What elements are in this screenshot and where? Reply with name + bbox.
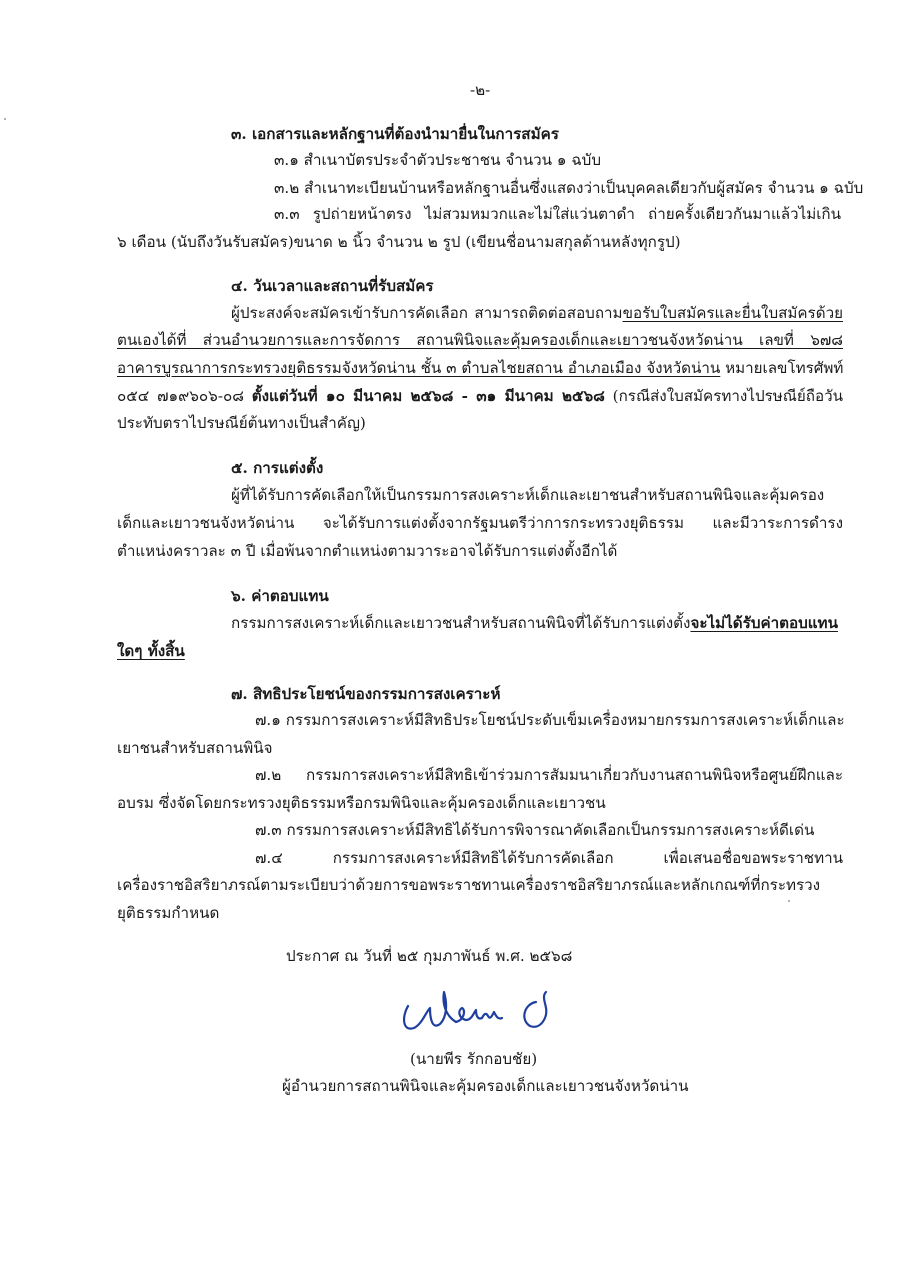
scan-speck [788, 900, 790, 902]
section-4-line-1-text: ผู้ประสงค์จะสมัครเข้ารับการคัดเลือก สามารถติดต่อสอบถาม [231, 304, 623, 322]
section-7-item-4-line-3: ยุติธรรมกำหนด [117, 904, 220, 922]
section-6-line-2: ใดๆ ทั้งสิ้น [117, 642, 185, 660]
signer-title: ผู้อำนวยการสถานพินิจและคุ้มครองเด็กและเยาวชนจังหวัดน่าน [282, 1077, 689, 1095]
section-3-item-1: ๓.๑ สำเนาบัตรประจำตัวประชาชน จำนวน ๑ ฉบับ [274, 151, 601, 169]
signer-name: (นายพีร รักกอบชัย) [410, 1050, 538, 1068]
section-3-item-3-line-1: ๓.๓ รูปถ่ายหน้าตรง ไม่สวมหมวกและไม่ใส่แว่นตาดำ ถ่ายครั้งเดียวกันมาแล้วไม่เกิน [274, 205, 841, 223]
section-7-item-1-line-2: เยาชนสำหรับสถานพินิจ [117, 739, 273, 757]
section-5-line-3: ตำแหน่งคราวละ ๓ ปี เมื่อพ้นจากตำแหน่งตามวาระอาจได้รับการแต่งตั้งอีกได้ [117, 542, 618, 560]
section-4-phone: ๐๕๔ ๗๑๙๖๐๖-๐๘ [117, 387, 252, 405]
section-4-line-3-text: หมายเลขโทรศัพท์ [720, 359, 844, 377]
section-4-line-3-underlined: อาคารบูรณาการกระทรวงยุติธรรมจังหวัดน่าน ชั้น ๓ ตำบลไชยสถาน อำเภอเมือง จังหวัดน่าน [117, 359, 721, 377]
section-3-item-2: ๓.๒ สำเนาทะเบียนบ้านหรือหลักฐานอื่นซึ่งแสดงว่าเป็นบุคคลเดียวกับผู้สมัคร จำนวน ๑ ฉบับ [274, 179, 864, 197]
section-7-item-2-line-2: อบรม ซึ่งจัดโดยกระทรวงยุติธรรมหรือกรมพินิจและคุ้มครองเด็กและเยาวชน [117, 794, 606, 812]
section-4-line-4 [117, 385, 843, 407]
signature-image [396, 986, 571, 1042]
section-3-title: ๓. เอกสารและหลักฐานที่ต้องนำมายื่นในการสมัคร [231, 125, 559, 143]
section-4-line-5: ประทับตราไปรษณีย์ต้นทางเป็นสำคัญ) [117, 414, 366, 432]
section-5-line-1: ผู้ที่ได้รับการคัดเลือกให้เป็นกรรมการสงเคราะห์เด็กและเยาชนสำหรับสถานพินิจและคุ้มครอง [231, 486, 825, 504]
scan-speck [4, 118, 6, 120]
section-6-line-1 [231, 612, 843, 634]
section-6-title: ๖. ค่าตอบแทน [231, 587, 329, 605]
section-7-item-3: ๗.๓ กรรมการสงเคราะห์มีสิทธิได้รับการพิจารณาคัดเลือกเป็นกรรมการสงเคราะห์ดีเด่น [255, 821, 815, 839]
section-7-item-2-line-1: ๗.๒ กรรมการสงเคราะห์มีสิทธิเข้าร่วมการสัมมนาเกี่ยวกับงานสถานพินิจหรือศูนย์ฝึกและ [255, 766, 843, 784]
section-4-line-1 [231, 302, 843, 324]
section-4-line-1-underlined: ขอรับใบสมัครและยื่นใบสมัครด้วย [622, 304, 843, 322]
section-5-line-2: เด็กและเยาวชนจังหวัดน่าน จะได้รับการแต่งตั้งจากรัฐมนตรีว่าการกระทรวงยุติธรรม และมีวาระการดำรง [117, 514, 843, 532]
section-4-dates: ตั้งแต่วันที่ ๑๐ มีนาคม ๒๕๖๘ - ๓๑ มีนาคม ๒๕๖๘ [251, 387, 605, 405]
section-4-line-3 [117, 357, 843, 379]
section-7-item-4-line-2: เครื่องราชอิสริยาภรณ์ตามระเบียบว่าด้วยการขอพระราชทานเครื่องราชอิสริยาภรณ์และหลักเกณฑ์ที่กระทรวง [117, 876, 821, 894]
page-number: -๒- [470, 81, 491, 99]
section-7-item-1-line-1: ๗.๑ กรรมการสงเคราะห์มีสิทธิประโยชน์ประดับเข็มเครื่องหมายกรรมการสงเคราะห์เด็กและ [255, 711, 845, 729]
section-6-line-1-text: กรรมการสงเคราะห์เด็กและเยาวชนสำหรับสถานพินิจที่ได้รับการแต่งตั้ง [231, 614, 691, 632]
section-3-item-3-line-2: ๖ เดือน (นับถึงวันรับสมัคร)ขนาด ๒ นิ้ว จำนวน ๒ รูป (เขียนชื่อนามสกุลด้านหลังทุกรูป) [117, 233, 681, 251]
section-4-line-2: ตนเองได้ที่ ส่วนอำนวยการและการจัดการ สถานพินิจและคุ้มครองเด็กและเยาวชนจังหวัดน่าน เลขที่ ๖๗๘ [117, 331, 843, 349]
section-6-line-1-emphasis: จะไม่ได้รับค่าตอบแทน [690, 614, 838, 632]
section-5-title: ๕. การแต่งตั้ง [231, 459, 324, 477]
section-4-title: ๔. วันเวลาและสถานที่รับสมัคร [231, 277, 434, 295]
section-7-title: ๗. สิทธิประโยชน์ของกรรมการสงเคราะห์ [231, 685, 501, 703]
section-4-line-4-text: (กรณีส่งใบสมัครทางไปรษณีย์ถือวัน [604, 387, 843, 405]
announce-date: ประกาศ ณ วันที่ ๒๕ กุมภาพันธ์ พ.ศ. ๒๕๖๘ [286, 947, 573, 965]
section-7-item-4-line-1: ๗.๔ กรรมการสงเคราะห์มีสิทธิได้รับการคัดเลือก เพื่อเสนอชื่อขอพระราชทาน [255, 849, 843, 867]
